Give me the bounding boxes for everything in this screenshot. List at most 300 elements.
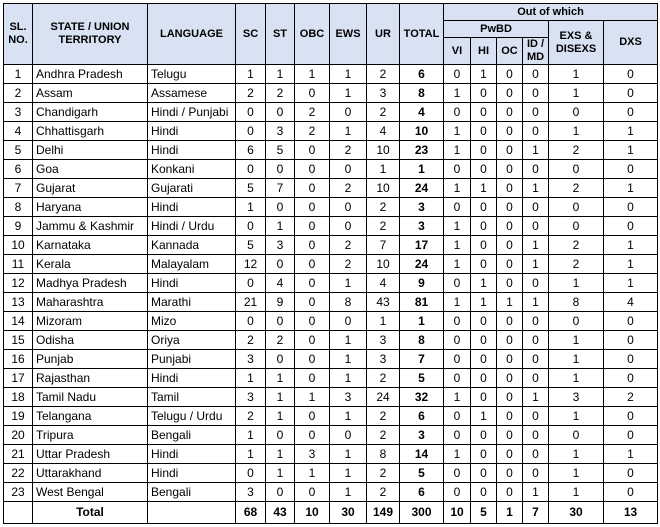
cell-hi: 0 [471, 255, 497, 274]
cell-state: Mizoram [33, 312, 148, 331]
cell-hi: 0 [471, 483, 497, 502]
cell-hi: 0 [471, 445, 497, 464]
cell-sl: 4 [4, 122, 33, 141]
cell-st: 7 [266, 179, 295, 198]
cell-vi: 1 [444, 122, 471, 141]
total-ur: 149 [367, 502, 400, 524]
cell-vi: 1 [444, 84, 471, 103]
cell-dxs: 0 [604, 369, 658, 388]
cell-id-md: 1 [523, 388, 549, 407]
cell-sl: 1 [4, 65, 33, 84]
table-row [4, 141, 658, 160]
cell-language: Gujarati [148, 179, 236, 198]
cell-hi: 0 [471, 426, 497, 445]
cell-dxs: 0 [604, 483, 658, 502]
cell-total: 3 [400, 426, 444, 445]
cell-ur: 2 [367, 198, 400, 217]
cell-sc: 0 [236, 103, 266, 122]
cell-sc: 3 [236, 388, 266, 407]
cell-st: 5 [266, 141, 295, 160]
cell-total: 3 [400, 198, 444, 217]
cell-total: 3 [400, 217, 444, 236]
cell-ur: 2 [367, 464, 400, 483]
cell-dxs: 1 [604, 179, 658, 198]
cell-total: 5 [400, 464, 444, 483]
cell-sl: 14 [4, 312, 33, 331]
cell-id-md: 0 [523, 331, 549, 350]
cell-oc: 0 [497, 407, 523, 426]
cell-vi: 0 [444, 426, 471, 445]
cell-hi: 0 [471, 369, 497, 388]
cell-st: 0 [266, 198, 295, 217]
table-row [4, 331, 658, 350]
table-row [4, 179, 658, 198]
cell-ews: 0 [330, 160, 367, 179]
cell-obc: 0 [295, 407, 330, 426]
cell-oc: 0 [497, 160, 523, 179]
cell-ews: 1 [330, 407, 367, 426]
cell-exs: 0 [549, 217, 604, 236]
cell-exs: 0 [549, 198, 604, 217]
cell-total: 7 [400, 350, 444, 369]
cell-vi: 0 [444, 407, 471, 426]
cell-sl: 9 [4, 217, 33, 236]
cell-sl: 23 [4, 483, 33, 502]
header-sl-no: SL. NO. [4, 4, 33, 65]
cell-sc: 0 [236, 464, 266, 483]
cell-dxs: 0 [604, 312, 658, 331]
cell-ews: 1 [330, 122, 367, 141]
cell-ews: 2 [330, 255, 367, 274]
cell-ews: 3 [330, 388, 367, 407]
cell-vi: 0 [444, 464, 471, 483]
cell-ur: 24 [367, 388, 400, 407]
cell-ur: 3 [367, 84, 400, 103]
cell-oc: 0 [497, 331, 523, 350]
cell-dxs: 1 [604, 274, 658, 293]
cell-sl: 22 [4, 464, 33, 483]
cell-ur: 4 [367, 122, 400, 141]
cell-obc: 2 [295, 103, 330, 122]
cell-id-md: 0 [523, 312, 549, 331]
cell-oc: 0 [497, 84, 523, 103]
cell-ur: 2 [367, 103, 400, 122]
cell-ur: 7 [367, 236, 400, 255]
cell-hi: 1 [471, 407, 497, 426]
cell-total: 32 [400, 388, 444, 407]
cell-ews: 1 [330, 369, 367, 388]
cell-ews: 1 [330, 331, 367, 350]
cell-ur: 1 [367, 160, 400, 179]
cell-dxs: 2 [604, 388, 658, 407]
cell-hi: 0 [471, 160, 497, 179]
header-dxs: DXS [604, 21, 658, 65]
cell-state: Maharashtra [33, 293, 148, 312]
cell-st: 1 [266, 388, 295, 407]
cell-language: Assamese [148, 84, 236, 103]
cell-id-md: 1 [523, 141, 549, 160]
cell-sc: 2 [236, 84, 266, 103]
cell-total: 8 [400, 84, 444, 103]
cell-dxs: 0 [604, 407, 658, 426]
cell-oc: 0 [497, 217, 523, 236]
cell-exs: 1 [549, 84, 604, 103]
cell-obc: 0 [295, 331, 330, 350]
cell-exs: 1 [549, 350, 604, 369]
cell-id-md: 1 [523, 483, 549, 502]
cell-dxs: 0 [604, 103, 658, 122]
cell-obc: 0 [295, 255, 330, 274]
cell-sc: 0 [236, 312, 266, 331]
cell-id-md: 0 [523, 198, 549, 217]
cell-sc: 0 [236, 122, 266, 141]
cell-total: 17 [400, 236, 444, 255]
cell-obc: 0 [295, 236, 330, 255]
cell-state: Tripura [33, 426, 148, 445]
cell-oc: 0 [497, 141, 523, 160]
cell-state: Karnataka [33, 236, 148, 255]
cell-st: 1 [266, 65, 295, 84]
cell-language: Hindi [148, 141, 236, 160]
total-ews: 30 [330, 502, 367, 524]
cell-ur: 10 [367, 141, 400, 160]
cell-hi: 0 [471, 122, 497, 141]
header-out-of-which: Out of which [444, 4, 658, 21]
cell-obc: 2 [295, 122, 330, 141]
cell-vi: 0 [444, 160, 471, 179]
table-row [4, 369, 658, 388]
cell-vi: 0 [444, 103, 471, 122]
cell-sc: 1 [236, 426, 266, 445]
cell-vi: 0 [444, 274, 471, 293]
cell-state: Rajasthan [33, 369, 148, 388]
cell-ews: 0 [330, 312, 367, 331]
cell-oc: 1 [497, 293, 523, 312]
cell-vi: 1 [444, 236, 471, 255]
cell-sl: 7 [4, 179, 33, 198]
cell-sl: 18 [4, 388, 33, 407]
cell-total: 9 [400, 274, 444, 293]
cell-state: Punjab [33, 350, 148, 369]
cell-oc: 0 [497, 122, 523, 141]
cell-ur: 4 [367, 274, 400, 293]
cell-obc: 0 [295, 483, 330, 502]
cell-sc: 2 [236, 331, 266, 350]
cell-oc: 0 [497, 312, 523, 331]
total-label: Total [33, 502, 148, 524]
total-vi: 10 [444, 502, 471, 524]
cell-obc: 0 [295, 217, 330, 236]
cell-sc: 6 [236, 141, 266, 160]
cell-exs: 1 [549, 122, 604, 141]
header-oc: OC [497, 38, 523, 65]
cell-dxs: 0 [604, 331, 658, 350]
cell-ews: 2 [330, 236, 367, 255]
cell-st: 1 [266, 369, 295, 388]
cell-state: Chandigarh [33, 103, 148, 122]
cell-ews: 1 [330, 445, 367, 464]
cell-language: Konkani [148, 160, 236, 179]
cell-oc: 0 [497, 198, 523, 217]
cell-vi: 0 [444, 65, 471, 84]
cell-language: Hindi [148, 274, 236, 293]
cell-ews: 1 [330, 274, 367, 293]
cell-oc: 0 [497, 464, 523, 483]
cell-state: Chhattisgarh [33, 122, 148, 141]
table-row [4, 255, 658, 274]
cell-id-md: 0 [523, 274, 549, 293]
cell-ews: 1 [330, 350, 367, 369]
header-vi: VI [444, 38, 471, 65]
cell-ews: 0 [330, 103, 367, 122]
cell-st: 0 [266, 103, 295, 122]
cell-hi: 1 [471, 293, 497, 312]
cell-total: 4 [400, 103, 444, 122]
cell-sl: 2 [4, 84, 33, 103]
cell-ur: 10 [367, 255, 400, 274]
cell-hi: 0 [471, 84, 497, 103]
cell-sc: 1 [236, 369, 266, 388]
cell-ews: 8 [330, 293, 367, 312]
cell-state: Gujarat [33, 179, 148, 198]
cell-hi: 0 [471, 198, 497, 217]
cell-ews: 1 [330, 483, 367, 502]
cell-state: Tamil Nadu [33, 388, 148, 407]
table-row [4, 236, 658, 255]
cell-sl: 8 [4, 198, 33, 217]
cell-state: Goa [33, 160, 148, 179]
cell-st: 2 [266, 84, 295, 103]
cell-obc: 0 [295, 84, 330, 103]
cell-exs: 1 [549, 369, 604, 388]
cell-id-md: 0 [523, 84, 549, 103]
cell-oc: 0 [497, 426, 523, 445]
total-dxs: 13 [604, 502, 658, 524]
cell-state: Kerala [33, 255, 148, 274]
cell-language: Mizo [148, 312, 236, 331]
cell-oc: 0 [497, 445, 523, 464]
header-id-md: ID / MD [523, 38, 549, 65]
cell-state: Uttarakhand [33, 464, 148, 483]
table-row [4, 445, 658, 464]
cell-exs: 0 [549, 426, 604, 445]
cell-state: Andhra Pradesh [33, 65, 148, 84]
cell-language: Hindi [148, 464, 236, 483]
cell-language: Oriya [148, 331, 236, 350]
cell-obc: 0 [295, 179, 330, 198]
cell-exs: 1 [549, 483, 604, 502]
cell-exs: 2 [549, 236, 604, 255]
cell-obc: 0 [295, 198, 330, 217]
cell-sc: 1 [236, 198, 266, 217]
cell-dxs: 0 [604, 84, 658, 103]
cell-id-md: 1 [523, 293, 549, 312]
cell-sl: 21 [4, 445, 33, 464]
cell-st: 3 [266, 236, 295, 255]
total-oc: 1 [497, 502, 523, 524]
cell-exs: 1 [549, 331, 604, 350]
cell-total: 1 [400, 160, 444, 179]
cell-language: Tamil [148, 388, 236, 407]
cell-id-md: 0 [523, 445, 549, 464]
cell-sl: 6 [4, 160, 33, 179]
cell-state: Telangana [33, 407, 148, 426]
cell-id-md: 0 [523, 217, 549, 236]
cell-language: Bengali [148, 426, 236, 445]
table-row [4, 103, 658, 122]
cell-st: 1 [266, 407, 295, 426]
cell-obc: 0 [295, 141, 330, 160]
cell-sc: 0 [236, 274, 266, 293]
cell-ur: 2 [367, 483, 400, 502]
cell-state: Delhi [33, 141, 148, 160]
cell-id-md: 0 [523, 350, 549, 369]
cell-sc: 1 [236, 65, 266, 84]
cell-total: 1 [400, 312, 444, 331]
table-row [4, 217, 658, 236]
cell-sc: 3 [236, 483, 266, 502]
cell-st: 0 [266, 350, 295, 369]
table-row [4, 122, 658, 141]
cell-total: 24 [400, 179, 444, 198]
cell-state: Odisha [33, 331, 148, 350]
cell-st: 0 [266, 255, 295, 274]
cell-obc: 0 [295, 350, 330, 369]
cell-st: 0 [266, 483, 295, 502]
cell-vi: 0 [444, 331, 471, 350]
cell-exs: 2 [549, 141, 604, 160]
cell-exs: 0 [549, 312, 604, 331]
cell-hi: 0 [471, 103, 497, 122]
cell-st: 3 [266, 122, 295, 141]
cell-sc: 5 [236, 236, 266, 255]
cell-id-md: 0 [523, 65, 549, 84]
cell-exs: 3 [549, 388, 604, 407]
cell-obc: 1 [295, 388, 330, 407]
cell-hi: 1 [471, 274, 497, 293]
cell-exs: 1 [549, 407, 604, 426]
cell-sl: 12 [4, 274, 33, 293]
cell-ews: 1 [330, 65, 367, 84]
cell-vi: 1 [444, 217, 471, 236]
table-row [4, 350, 658, 369]
cell-id-md: 0 [523, 103, 549, 122]
header-language: LANGUAGE [148, 4, 236, 65]
cell-id-md: 0 [523, 160, 549, 179]
cell-language: Hindi [148, 198, 236, 217]
cell-state: Jammu & Kashmir [33, 217, 148, 236]
cell-exs: 2 [549, 255, 604, 274]
cell-obc: 1 [295, 65, 330, 84]
cell-ews: 0 [330, 217, 367, 236]
cell-sc: 2 [236, 407, 266, 426]
cell-exs: 1 [549, 65, 604, 84]
table-row [4, 65, 658, 84]
cell-ews: 1 [330, 464, 367, 483]
cell-total: 14 [400, 445, 444, 464]
cell-sl: 10 [4, 236, 33, 255]
cell-obc: 0 [295, 312, 330, 331]
cell-oc: 0 [497, 350, 523, 369]
cell-total: 6 [400, 483, 444, 502]
cell-obc: 0 [295, 426, 330, 445]
cell-id-md: 0 [523, 464, 549, 483]
cell-exs: 1 [549, 274, 604, 293]
cell-sl: 17 [4, 369, 33, 388]
total-row [4, 502, 658, 524]
cell-st: 4 [266, 274, 295, 293]
cell-oc: 0 [497, 255, 523, 274]
cell-obc: 1 [295, 464, 330, 483]
cell-obc: 3 [295, 445, 330, 464]
table-row [4, 274, 658, 293]
cell-state: Madhya Pradesh [33, 274, 148, 293]
header-obc: OBC [295, 4, 330, 65]
cell-total: 24 [400, 255, 444, 274]
header-ur: UR [367, 4, 400, 65]
table-row [4, 84, 658, 103]
cell-oc: 0 [497, 274, 523, 293]
header-hi: HI [471, 38, 497, 65]
header-st: ST [266, 4, 295, 65]
cell-id-md: 0 [523, 369, 549, 388]
cell-sl: 3 [4, 103, 33, 122]
cell-sc: 12 [236, 255, 266, 274]
cell-vi: 1 [444, 255, 471, 274]
cell-language: Marathi [148, 293, 236, 312]
cell-st: 0 [266, 426, 295, 445]
cell-oc: 0 [497, 369, 523, 388]
cell-exs: 1 [549, 464, 604, 483]
cell-exs: 0 [549, 160, 604, 179]
cell-dxs: 1 [604, 255, 658, 274]
cell-vi: 0 [444, 369, 471, 388]
cell-dxs: 4 [604, 293, 658, 312]
cell-sl: 11 [4, 255, 33, 274]
cell-sc: 21 [236, 293, 266, 312]
cell-language: Telugu [148, 65, 236, 84]
cell-exs: 8 [549, 293, 604, 312]
cell-hi: 1 [471, 179, 497, 198]
total-language-cell [148, 502, 236, 524]
cell-ews: 0 [330, 198, 367, 217]
table-row [4, 407, 658, 426]
cell-vi: 1 [444, 445, 471, 464]
cell-id-md: 1 [523, 236, 549, 255]
total-st: 43 [266, 502, 295, 524]
cell-ur: 1 [367, 312, 400, 331]
header-total: TOTAL [400, 4, 444, 65]
cell-dxs: 0 [604, 198, 658, 217]
cell-ur: 8 [367, 445, 400, 464]
cell-obc: 0 [295, 369, 330, 388]
cell-hi: 0 [471, 312, 497, 331]
cell-id-md: 0 [523, 407, 549, 426]
cell-hi: 0 [471, 350, 497, 369]
cell-total: 5 [400, 369, 444, 388]
cell-language: Hindi / Punjabi [148, 103, 236, 122]
cell-total: 23 [400, 141, 444, 160]
cell-dxs: 0 [604, 217, 658, 236]
cell-vi: 1 [444, 179, 471, 198]
cell-hi: 0 [471, 141, 497, 160]
cell-ews: 2 [330, 179, 367, 198]
cell-obc: 0 [295, 160, 330, 179]
cell-dxs: 1 [604, 122, 658, 141]
cell-dxs: 1 [604, 141, 658, 160]
cell-sl: 19 [4, 407, 33, 426]
cell-total: 6 [400, 65, 444, 84]
